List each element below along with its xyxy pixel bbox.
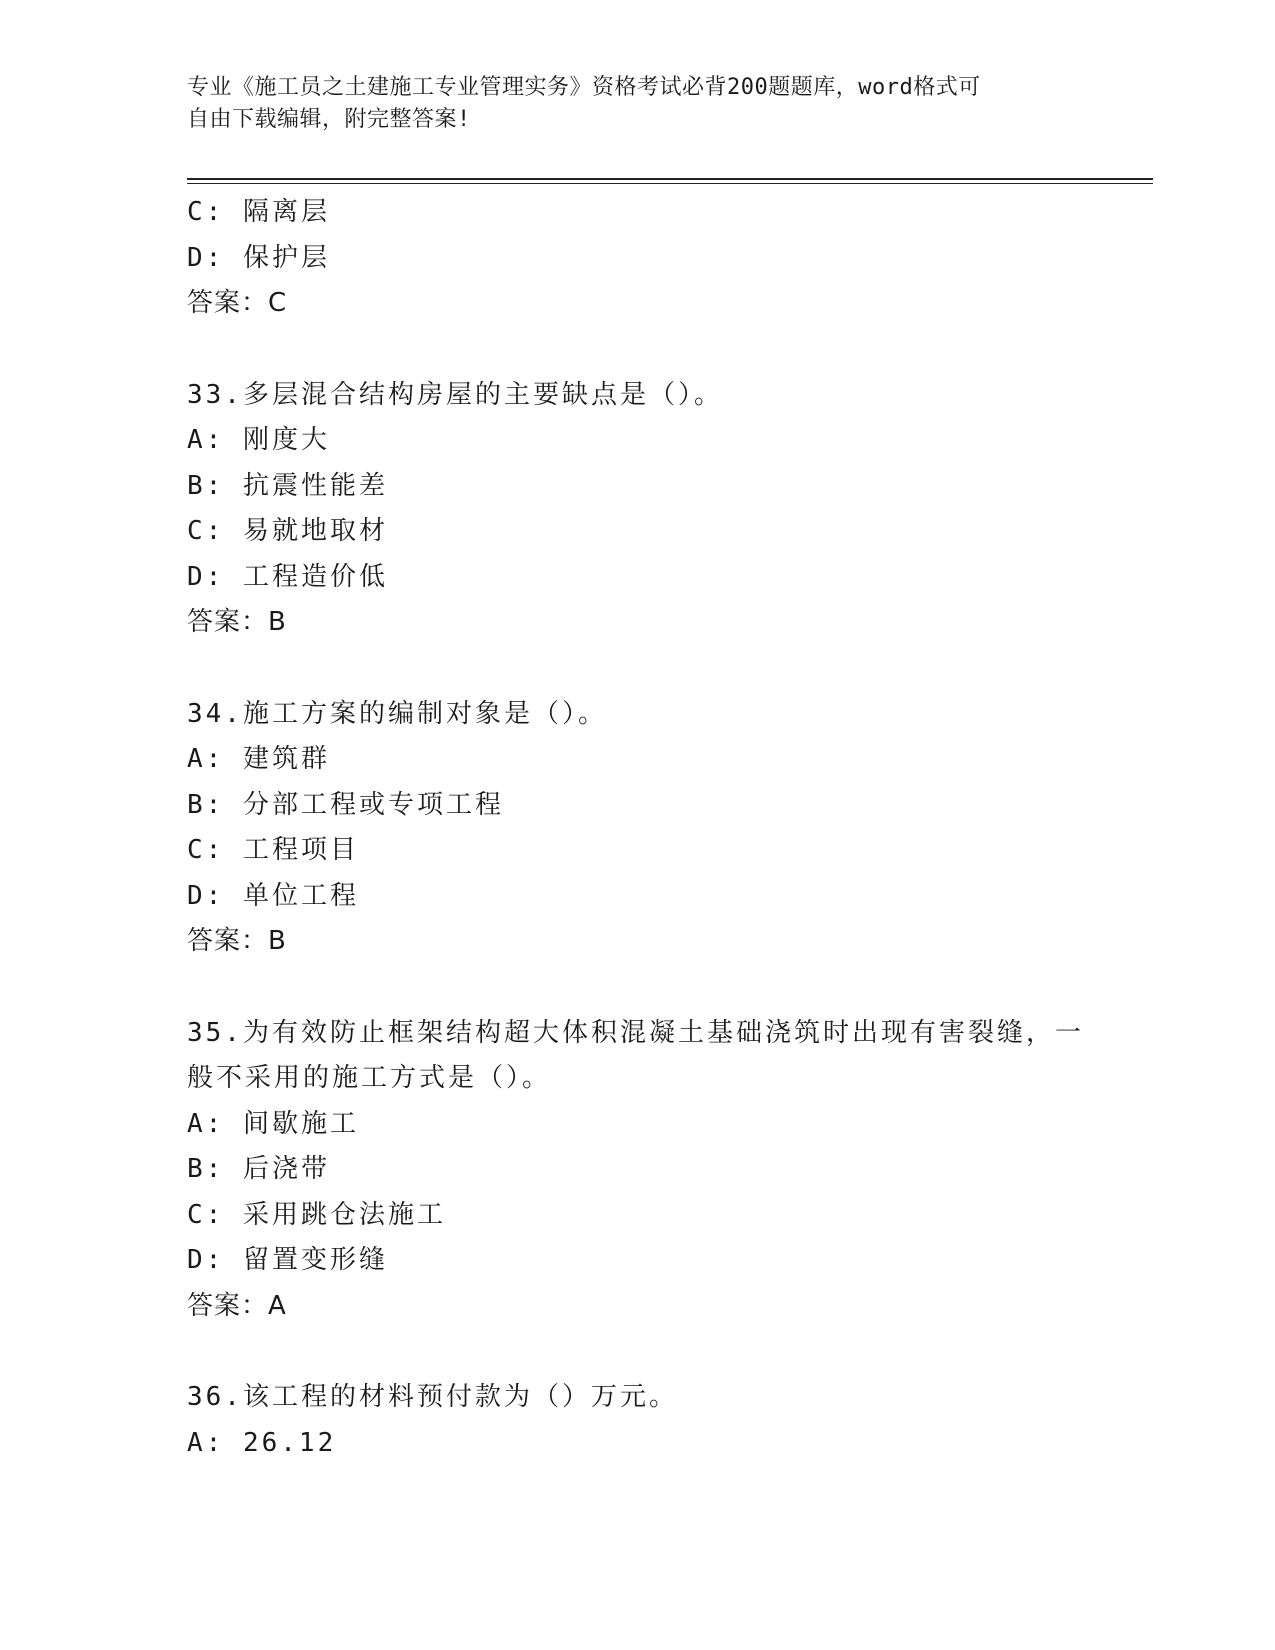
spacer [187, 327, 1087, 373]
option-c: C: 隔离层 [187, 197, 330, 227]
option-d: D: 保护层 [187, 242, 330, 273]
option-c: C: 采用跳仓法施工 [187, 1199, 446, 1230]
option-a: A: 刚度大 [187, 425, 330, 455]
header-divider-thin [187, 183, 1153, 184]
question-33 [187, 373, 1087, 646]
option-c: C: 工程项目 [187, 835, 359, 865]
question-text-line-2: 般不采用的施工方式是（）。 [187, 1063, 552, 1093]
option-d: D: 工程造价低 [187, 561, 388, 592]
option-a: A: 间歇施工 [187, 1108, 359, 1139]
option-d: D: 单位工程 [187, 880, 359, 911]
document-header [187, 72, 1067, 136]
option-a: A: 建筑群 [187, 744, 330, 774]
question-32 [187, 190, 1087, 327]
header-title-line-1: 专业《施工员之土建施工专业管理实务》资格考试必背200题题库，word格式可 [187, 75, 981, 100]
header-title-line-2: 自由下载编辑，附完整答案! [187, 107, 471, 132]
option-a: A: 26.12 [187, 1427, 337, 1458]
answer: 答案：A [187, 1290, 287, 1321]
spacer [187, 1329, 1087, 1375]
answer: 答案：B [187, 926, 287, 956]
option-d: D: 留置变形缝 [187, 1245, 388, 1275]
spacer [187, 646, 1087, 692]
question-text: 34.施工方案的编制对象是（）。 [187, 698, 607, 729]
option-b: B: 抗震性能差 [187, 470, 388, 501]
question-text: 36.该工程的材料预付款为（）万元。 [187, 1382, 678, 1412]
question-36 [187, 1375, 1087, 1466]
option-b: B: 分部工程或专项工程 [187, 789, 504, 820]
header-divider-thick [187, 178, 1153, 180]
answer: 答案：C [187, 288, 288, 318]
answer: 答案：B [187, 607, 287, 637]
question-35 [187, 1011, 1087, 1330]
question-34 [187, 692, 1087, 965]
spacer [187, 965, 1087, 1011]
question-text-line-1: 35.为有效防止框架结构超大体积混凝土基础浇筑时出现有害裂缝，一 [187, 1017, 1084, 1048]
option-c: C: 易就地取材 [187, 516, 388, 546]
question-text: 33.多层混合结构房屋的主要缺点是（）。 [187, 379, 723, 410]
option-b: B: 后浇带 [187, 1154, 330, 1184]
question-list [187, 190, 1087, 1466]
